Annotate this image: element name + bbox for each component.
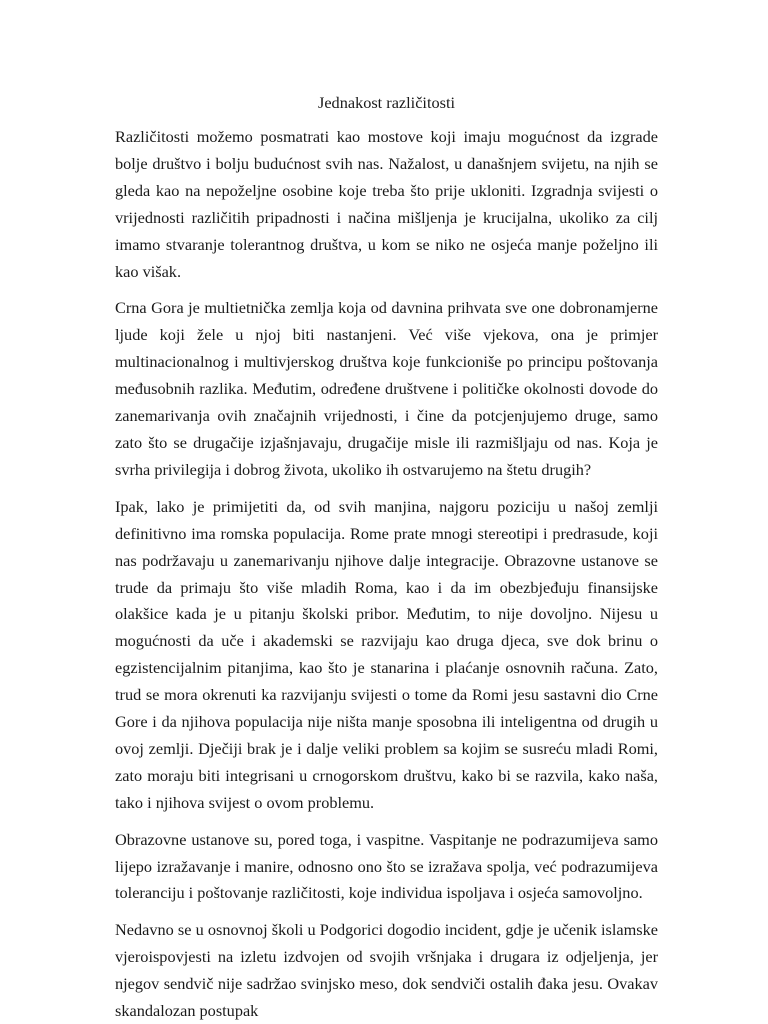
paragraph-5: Nedavno se u osnovnoj školi u Podgorici dogodio incident, gdje je učenik islamske vjeroispovjesti na izletu izdvojen od svojih vršnjaka i drugara iz odjeljenja, jer njegov sendvič nije sadržao svinjsko meso, dok sendviči ostalih đaka jesu. Ovakav skandalozan postupak xyxy=(115,920,658,1021)
paragraph-3: Ipak, lako je primijetiti da, od svih manjina, najgoru poziciju u našoj zemlji definitivno ima romska populacija. Rome prate mnogi stereotipi i predrasude, koji nas podržavaju u zanemarivanju njihove dalje integracije. Obrazovne ustanove se trude da primaju što više mladih Roma, kao i da im obezbjeđuju finansijske olakšice kada je u pitanju školski pribor. Međutim, to nije dovoljno. Nijesu u mogućnosti da uče i akademski se razvijaju kao druga djeca, sve dok brinu o egzistencijalnim pitanjima, kao što je stanarina i plaćanje osnovnih računa. Zato, trud se mora okrenuti ka razvijanju svijesti o tome da Romi jesu sastavni dio Crne Gore i da njihova populacija nije ništa manje sposobna ili inteligentna od drugih u ovoj zemlji. Dječiji brak je i dalje veliki problem sa kojim se susreću mladi Romi, zato moraju biti integrisani u crnogorskom društvu, kako bi se razvila, kako naša, tako i njihova svijest o ovom problemu. xyxy=(115,496,658,812)
paragraph-2: Crna Gora je multietnička zemlja koja od davnina prihvata sve one dobronamjerne ljude koji žele u njoj biti nastanjeni. Već više vjekova, ona je primjer multinacionalnog i multivjerskog društva koje funkcioniše po principu poštovanja međusobnih razlika. Međutim, određene društvene i političke okolnosti dovode do zanemarivanja ovih značajnih vrijednosti, i čine da potcjenjujemo druge, samo zato što se drugačije izjašnjavaju, drugačije misle ili razmišljaju od nas. Koja je svrha privilegija i dobrog života, ukoliko ih ostvarujemo na štetu drugih? xyxy=(115,298,658,479)
document-title: Jednakost različitosti xyxy=(318,93,455,112)
document-body xyxy=(115,92,658,1024)
paragraph-1: Različitosti možemo posmatrati kao mostove koji imaju mogućnost da izgrade bolje društvo i bolju budućnost svih nas. Nažalost, u današnjem svijetu, na njih se gleda kao na nepoželjne osobine koje treba što prije ukloniti. Izgradnja svijesti o vrijednosti različitih pripadnosti i načina mišljenja je krucijalna, ukoliko za cilj imamo stvaranje tolerantnog društva, u kom se niko ne osjeća manje poželjno ili kao višak. xyxy=(115,127,658,281)
paragraph-4: Obrazovne ustanove su, pored toga, i vaspitne. Vaspitanje ne podrazumijeva samo lijepo izražavanje i manire, odnosno ono što se izražava spolja, već podrazumijeva toleranciju i poštovanje različitosti, koje individua ispoljava i osjeća samovoljno. xyxy=(115,829,658,903)
